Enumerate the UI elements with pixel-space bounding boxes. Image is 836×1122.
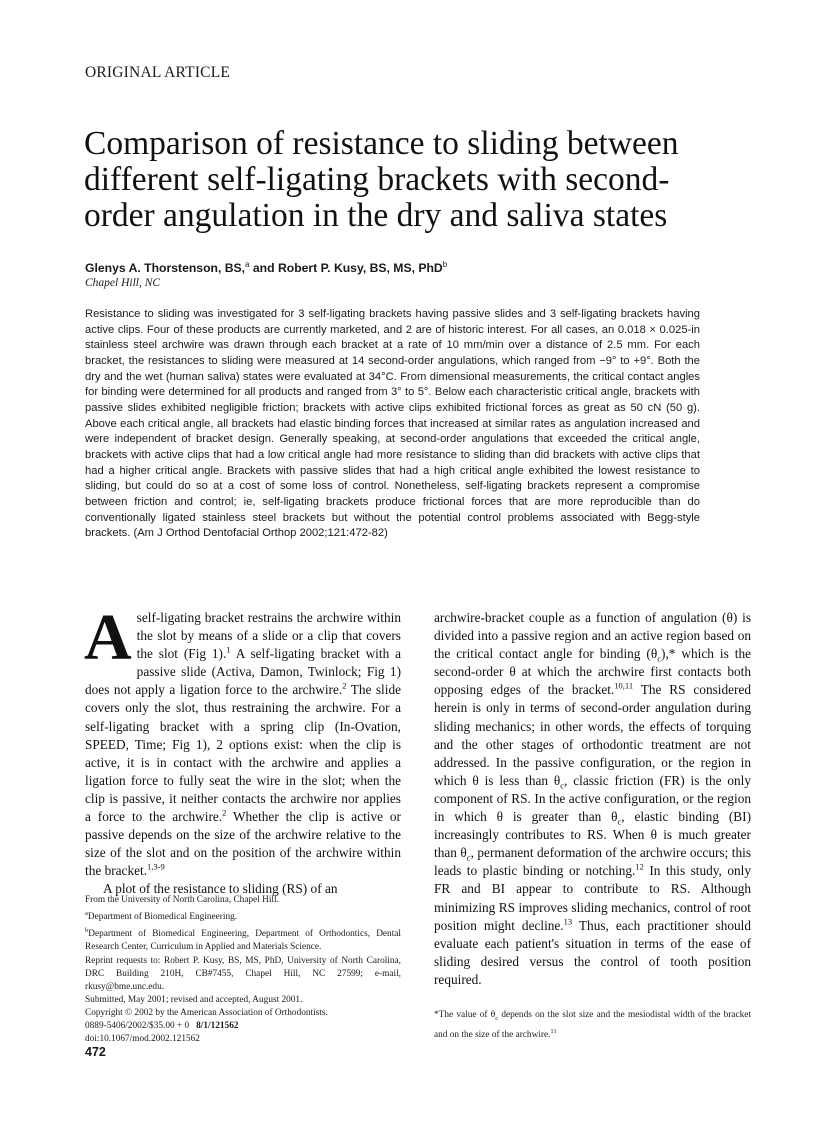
body-text: , elastic binding (BI) increasingly contributes to RS. When θ is much greater than θ xyxy=(434,809,751,861)
body-paragraph xyxy=(434,609,751,989)
affiliation-marker: b xyxy=(442,260,448,269)
author-conjunction: and xyxy=(249,261,278,276)
body-paragraph: A plot of the resistance to sliding (RS) of an xyxy=(103,881,338,897)
citation-ref: 13 xyxy=(563,916,573,927)
issn-text: 0889-5406/2002/$35.00 + 0 xyxy=(85,1021,190,1032)
affiliation-marker: b xyxy=(85,927,89,935)
citation-ref: 11 xyxy=(550,1027,557,1035)
affiliation-text: Department of Biomedical Engineering. xyxy=(87,912,238,923)
theta-footnote xyxy=(434,1009,751,1042)
abstract: Resistance to sliding was investigated for 3 self-ligating brackets having passive slides and 3 self-ligating brackets having active clips. Four of these products are currently marketed, and 2 are of historic interest. For all cases, an 0.018 × 0.025-in stainless steel archwire was drawn through each bracket at a rate of 10 mm/min over a distance of 2.5 mm. For each bracket, the resistances to sliding were measured at 14 second-order angulations, which ranged from −9° to +9°. Both the dry and the wet (human saliva) states were evaluated at 34°C. From dimensional measurements, the critical contact angles for binding were determined for all products and ranged from 3° to 5°. Below each characteristic critical angle, brackets with passive slides exhibited negligible friction; brackets with active clips exhibited frictional forces as great as 50 cN (50 g). Above each critical angle, all brackets had elastic binding forces that increased at similar rates as angulation increased and were independent of bracket design. Generally speaking, at second-order angulations that exceeded the critical angle, brackets with active clips that had a low critical angle had more resistance to sliding than did brackets with active clips that had a higher critical angle. Brackets with passive slides that had a high critical angle exhibited the lowest resistance to sliding, but could do so at a cost of some loss of control. Nonetheless, self-ligating brackets represent a compromise between friction and control; ie, self-ligating brackets produce frictional forces that are more reproducible than do conventionally ligated stainless steel brackets but without the potential control problems associated with Begg-style brackets. (Am J Orthod Dentofacial Orthop 2002;121:472-82) xyxy=(85,308,700,540)
subscript: c xyxy=(657,653,662,664)
author-location: Chapel Hill, NC xyxy=(85,277,161,289)
citation-ref: 2 xyxy=(342,680,347,691)
affiliation-b xyxy=(85,924,401,954)
section-label: ORIGINAL ARTICLE xyxy=(85,64,231,81)
body-text: The RS considered herein is only in terms of second-order angulation during sliding mechanics; in other words, the effects of torquing and the other stages of orthodontic treatment are not addressed. In the passive configuration, or the region in which θ is less than θ xyxy=(434,682,751,788)
citation-ref: 2 xyxy=(222,807,227,818)
author-name: Glenys A. Thorstenson, BS, xyxy=(85,261,246,276)
title-line: order angulation in the dry and saliva states xyxy=(84,197,668,234)
issn-line xyxy=(85,1020,401,1033)
affiliation-footnotes xyxy=(85,894,401,1046)
body-text: , permanent deformation of the archwire occurs; this leads to plastic binding or notching. xyxy=(434,845,751,879)
body-text: Whether the clip is active or passive depends on the size of the archwire relative to the size of the slot and on the position of the archwire within the bracket. xyxy=(85,809,401,879)
body-text: Thus, each practitioner should evaluate each patient's situation in terms of the ease of sliding desired versus the control of tooth position required. xyxy=(434,917,751,987)
body-text: archwire-bracket couple as a function of angulation (θ) is divided into a passive region and an active region based on the critical contact angle for binding (θ xyxy=(434,610,751,662)
affiliation-from: From the University of North Carolina, Chapel Hill. xyxy=(85,895,279,905)
subscript: c xyxy=(495,1014,499,1022)
drop-cap: A xyxy=(84,601,132,674)
citation-ref: 1,3-9 xyxy=(147,861,165,872)
body-column-left xyxy=(84,601,401,899)
intro-paragraph xyxy=(84,601,401,880)
author-list xyxy=(85,260,447,275)
subscript: c xyxy=(466,852,471,863)
body-text: , classic friction (FR) is the only component of RS. In the active configuration, or the region in which θ is greater than θ xyxy=(434,772,752,825)
footnote-text: *The value of θ xyxy=(434,1010,496,1020)
submission-dates: Submitted, May 2001; revised and accepted, August 2001. xyxy=(85,994,303,1005)
reprint-requests: Reprint requests to: Robert P. Kusy, BS, MS, PhD, University of North Carolina, DRC Building 210H, CB#7455, Chapel Hill, NC 27599; e-mail, rkusy@bme.unc.edu. xyxy=(85,955,401,992)
subscript: c xyxy=(560,780,565,791)
citation-ref: 12 xyxy=(635,861,644,872)
footnote-text: depends on the slot size and the mesiodistal width of the bracket and on the size of the archwire. xyxy=(434,1010,751,1041)
affiliation-marker: a xyxy=(245,260,250,269)
author-name: Robert P. Kusy, BS, MS, PhD xyxy=(277,261,443,276)
affiliation-text: Department of Biomedical Engineering, Department of Orthodontics, Dental Research Center, Curriculum in Applied and Materials Science. xyxy=(85,929,401,953)
affiliation-marker: a xyxy=(85,910,88,918)
article-code: 8/1/121562 xyxy=(196,1021,239,1032)
title-line: Comparison of resistance to sliding between xyxy=(84,125,679,162)
doi-line: doi:10.1067/mod.2002.121562 xyxy=(85,1034,200,1045)
title-line: different self-ligating brackets with second- xyxy=(84,161,670,198)
body-text: self-ligating bracket restrains the archwire within the slot by means of a slide or a clip that covers the slot (Fig 1). xyxy=(136,610,401,662)
body-text: In this study, only FR and BI appear to contribute to RS. Although minimizing RS improves sliding mechanics, control of root position might decline. xyxy=(434,863,751,933)
article-title xyxy=(84,126,734,234)
affiliation-a xyxy=(85,907,401,924)
subscript: c xyxy=(617,816,622,827)
page-number: 472 xyxy=(85,1045,106,1059)
citation-ref: 10,11 xyxy=(614,680,634,691)
body-column-right xyxy=(434,609,751,989)
body-text: The slide covers only the slot, thus restraining the archwire. For a self-ligating bracket with a spring clip (In-Ovation, SPEED, Time; Fig 1), 2 options exist: when the clip is active, it is in contact with the archwire and applies a ligation force to fully seat the wire in the slot; when the clip is passive, it neither contacts the archwire nor applies a force to the archwire. xyxy=(85,682,401,825)
body-text: A self-ligating bracket with a passive slide (Activa, Damon, Twinlock; Fig 1) does not apply a ligation force to the archwire. xyxy=(85,646,401,698)
citation-ref: 1 xyxy=(226,644,231,655)
copyright-notice: Copyright © 2002 by the American Association of Orthodontists. xyxy=(85,1007,328,1018)
body-text: ),* which is the second-order θ at which the archwire first contacts both opposing edges of the bracket. xyxy=(434,646,752,698)
